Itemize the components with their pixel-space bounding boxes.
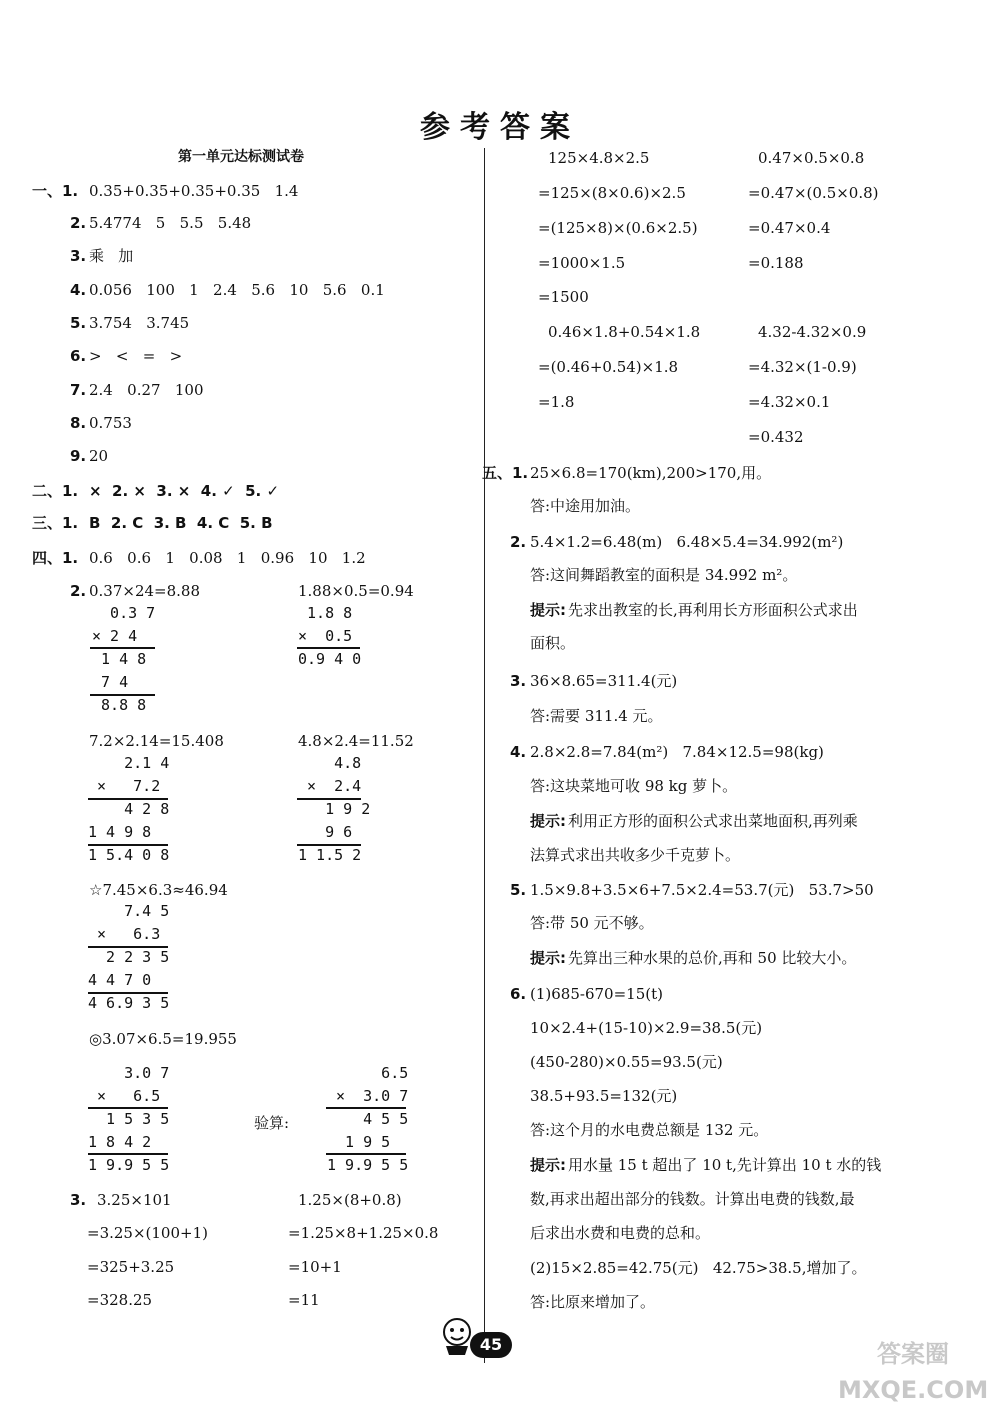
calc-r5a: =1500	[538, 288, 589, 306]
q5-2-number: 2.	[510, 533, 527, 551]
q1-6-answer: > < = >	[89, 347, 183, 365]
equation-e: ☆7.45×6.3≈46.94	[89, 881, 228, 899]
q4-1-heading: 四、1.	[32, 549, 79, 567]
calc-rule	[297, 647, 360, 649]
hint-label: 提示:	[530, 601, 566, 619]
calc-rule	[88, 844, 168, 846]
q2-answers: × 2. × 3. × 4. ✓ 5. ✓	[89, 482, 280, 500]
q5-5-number: 5.	[510, 881, 527, 899]
calc3a-line4: =328.25	[87, 1291, 153, 1309]
q5-6-hint-line2: 数,再求出超出部分的钱数。计算出电费的钱数,最	[530, 1190, 855, 1208]
calc-rule	[326, 1153, 406, 1155]
q5-5-reply: 答:带 50 元不够。	[530, 914, 654, 932]
q5-1-answer: 25×6.8=170(km),200>170,用。	[530, 464, 772, 482]
calc-r8a: =1.8	[538, 393, 575, 411]
calc3b-line1: 1.25×(8+0.8)	[298, 1191, 402, 1209]
section-subtitle: 第一单元达标测试卷	[178, 149, 304, 165]
q5-4-hint-line1: 利用正方形的面积公式求出菜地面积,再列乘	[568, 812, 858, 830]
q4-2-number: 2.	[70, 582, 87, 600]
q5-2-hint-line1: 先求出教室的长,再利用长方形面积公式求出	[568, 601, 858, 619]
equation-d: 4.8×2.4=11.52	[298, 732, 414, 750]
calc-rule	[90, 647, 155, 649]
q5-5-answer: 1.5×9.8+3.5×6+7.5×2.4=53.7(元) 53.7>50	[530, 881, 874, 899]
q2-heading: 二、1.	[32, 482, 79, 500]
calc-r9b: =0.432	[748, 428, 804, 446]
q5-2-reply: 答:这间舞蹈教室的面积是 34.992 m²。	[530, 566, 798, 584]
q1-4-number: 4.	[70, 281, 87, 299]
column-divider	[484, 148, 485, 1363]
q1-5-number: 5.	[70, 314, 87, 332]
q1-9-number: 9.	[70, 447, 87, 465]
q1-8-number: 8.	[70, 414, 87, 432]
calc-r6a: 0.46×1.8+0.54×1.8	[548, 323, 701, 341]
q5-4-number: 4.	[510, 743, 527, 761]
calc-r2a: =125×(8×0.6)×2.5	[538, 184, 686, 202]
q5-6-line1: (1)685-670=15(t)	[530, 985, 663, 1003]
calc-r7a: =(0.46+0.54)×1.8	[538, 358, 679, 376]
q1-8-answer: 0.753	[89, 414, 132, 432]
calc-rule	[88, 798, 168, 800]
page-title: 参考答案	[420, 110, 580, 145]
calc-r8b: =4.32×0.1	[748, 393, 831, 411]
equation-b: 1.88×0.5=0.94	[298, 582, 414, 600]
q5-2-answer: 5.4×1.2=6.48(m) 6.48×5.4=34.992(m²)	[530, 533, 844, 551]
mascot-icon	[440, 1316, 474, 1356]
q1-3-number: 3.	[70, 247, 87, 265]
calc-rule	[90, 694, 155, 696]
hint-label: 提示:	[530, 1156, 566, 1174]
calc-rule	[88, 1153, 168, 1155]
q5-6-number: 6.	[510, 985, 527, 1003]
q5-5-hint: 先算出三种水果的总价,再和 50 比较大小。	[568, 949, 857, 967]
calc3a-line3: =325+3.25	[87, 1258, 175, 1276]
vertical-calc-d: 4.8 × 2.4 1 9 2 9 6 1 1.5 2	[298, 754, 371, 864]
q1-6-number: 6.	[70, 347, 87, 365]
hint-label: 提示:	[530, 949, 566, 967]
watermark: 答案圈 MXQE.COM	[838, 1340, 989, 1404]
vertical-calc-e: 7.4 5 × 6.3 2 2 3 5 4 4 7 0 4 6.9 3 5	[88, 902, 170, 1012]
page-number: 45	[470, 1332, 512, 1358]
q3-answers: B 2. C 3. B 4. C 5. B	[89, 514, 273, 532]
q1-5-answer: 3.754 3.745	[89, 314, 190, 332]
q5-6-hint-line1: 用水量 15 t 超出了 10 t,先计算出 10 t 水的钱	[568, 1156, 882, 1174]
calc3b-line2: =1.25×8+1.25×0.8	[288, 1224, 439, 1242]
calc-r4b: =0.188	[748, 254, 804, 272]
verify-label: 验算:	[254, 1114, 290, 1132]
calc-rule	[88, 1107, 168, 1109]
vertical-calc-verify: 6.5 × 3.0 7 4 5 5 1 9 5 1 9.9 5 5	[327, 1064, 409, 1174]
q5-6-line5: (2)15×2.85=42.75(元) 42.75>38.5,增加了。	[530, 1259, 867, 1277]
calc-r7b: =4.32×(1-0.9)	[748, 358, 857, 376]
equation-f: ◎3.07×6.5=19.955	[89, 1030, 237, 1048]
q1-9-answer: 20	[89, 447, 109, 465]
vertical-calc-a: 0.3 7 × 2 4 1 4 8 7 4 8.8 8	[92, 604, 156, 714]
q1-2-number: 2.	[70, 214, 87, 232]
q5-6-hint-line3: 后求出水费和电费的总和。	[530, 1224, 711, 1242]
q5-4-answer: 2.8×2.8=7.84(m²) 7.84×12.5=98(kg)	[530, 743, 824, 761]
q1-3-answer: 乘 加	[89, 247, 134, 265]
vertical-calc-f: 3.0 7 × 6.5 1 5 3 5 1 8 4 2 1 9.9 5 5	[88, 1064, 170, 1174]
calc-r3a: =(125×8)×(0.6×2.5)	[538, 219, 698, 237]
equation-c: 7.2×2.14=15.408	[89, 732, 224, 750]
q5-3-answer: 36×8.65=311.4(元)	[530, 672, 678, 690]
calc3b-line4: =11	[288, 1291, 320, 1309]
q1-1-number: 一、1.	[32, 182, 79, 200]
calc-rule	[297, 798, 361, 800]
calc-rule	[88, 946, 168, 948]
q5-4-reply: 答:这块菜地可收 98 kg 萝卜。	[530, 777, 738, 795]
q5-4-hint-line2: 法算式求出共收多少千克萝卜。	[530, 846, 741, 864]
q5-6-reply: 答:这个月的水电费总额是 132 元。	[530, 1121, 769, 1139]
calc-rule	[88, 992, 168, 994]
equation-a: 0.37×24=8.88	[89, 582, 201, 600]
q5-2-hint-line2: 面积。	[530, 634, 576, 652]
vertical-calc-c: 2.1 4 × 7.2 4 2 8 1 4 9 8 1 5.4 0 8	[88, 754, 170, 864]
q4-3-number: 3.	[70, 1191, 87, 1209]
q5-6-line4: 38.5+93.5=132(元)	[530, 1087, 678, 1105]
q1-2-answer: 5.4774 5 5.5 5.48	[89, 214, 252, 232]
calc3a-line2: =3.25×(100+1)	[87, 1224, 208, 1242]
calc-r3b: =0.47×0.4	[748, 219, 831, 237]
q4-1-answer: 0.6 0.6 1 0.08 1 0.96 10 1.2	[89, 549, 366, 567]
vertical-calc-b: 1.8 8 × 0.5 0.9 4 0	[298, 604, 362, 668]
hint-label: 提示:	[530, 812, 566, 830]
q5-3-reply: 答:需要 311.4 元。	[530, 707, 663, 725]
calc-r1a: 125×4.8×2.5	[548, 149, 650, 167]
q1-1-answer: 0.35+0.35+0.35+0.35 1.4	[89, 182, 299, 200]
calc-rule	[326, 1107, 406, 1109]
calc-r2b: =0.47×(0.5×0.8)	[748, 184, 879, 202]
calc-r4a: =1000×1.5	[538, 254, 626, 272]
q5-1-reply: 答:中途用加油。	[530, 497, 641, 515]
q5-heading: 五、1.	[482, 464, 529, 482]
q1-7-number: 7.	[70, 381, 87, 399]
q3-heading: 三、1.	[32, 514, 79, 532]
q1-7-answer: 2.4 0.27 100	[89, 381, 204, 399]
calc-r6b: 4.32-4.32×0.9	[758, 323, 867, 341]
q5-3-number: 3.	[510, 672, 527, 690]
q5-6-reply-2: 答:比原来增加了。	[530, 1293, 656, 1311]
calc3b-line3: =10+1	[288, 1258, 342, 1276]
calc3a-line1: 3.25×101	[97, 1191, 172, 1209]
q1-4-answer: 0.056 100 1 2.4 5.6 10 5.6 0.1	[89, 281, 385, 299]
q5-6-line2: 10×2.4+(15-10)×2.9=38.5(元)	[530, 1019, 763, 1037]
q5-6-line3: (450-280)×0.55=93.5(元)	[530, 1053, 723, 1071]
calc-r1b: 0.47×0.5×0.8	[758, 149, 865, 167]
calc-rule	[297, 844, 361, 846]
